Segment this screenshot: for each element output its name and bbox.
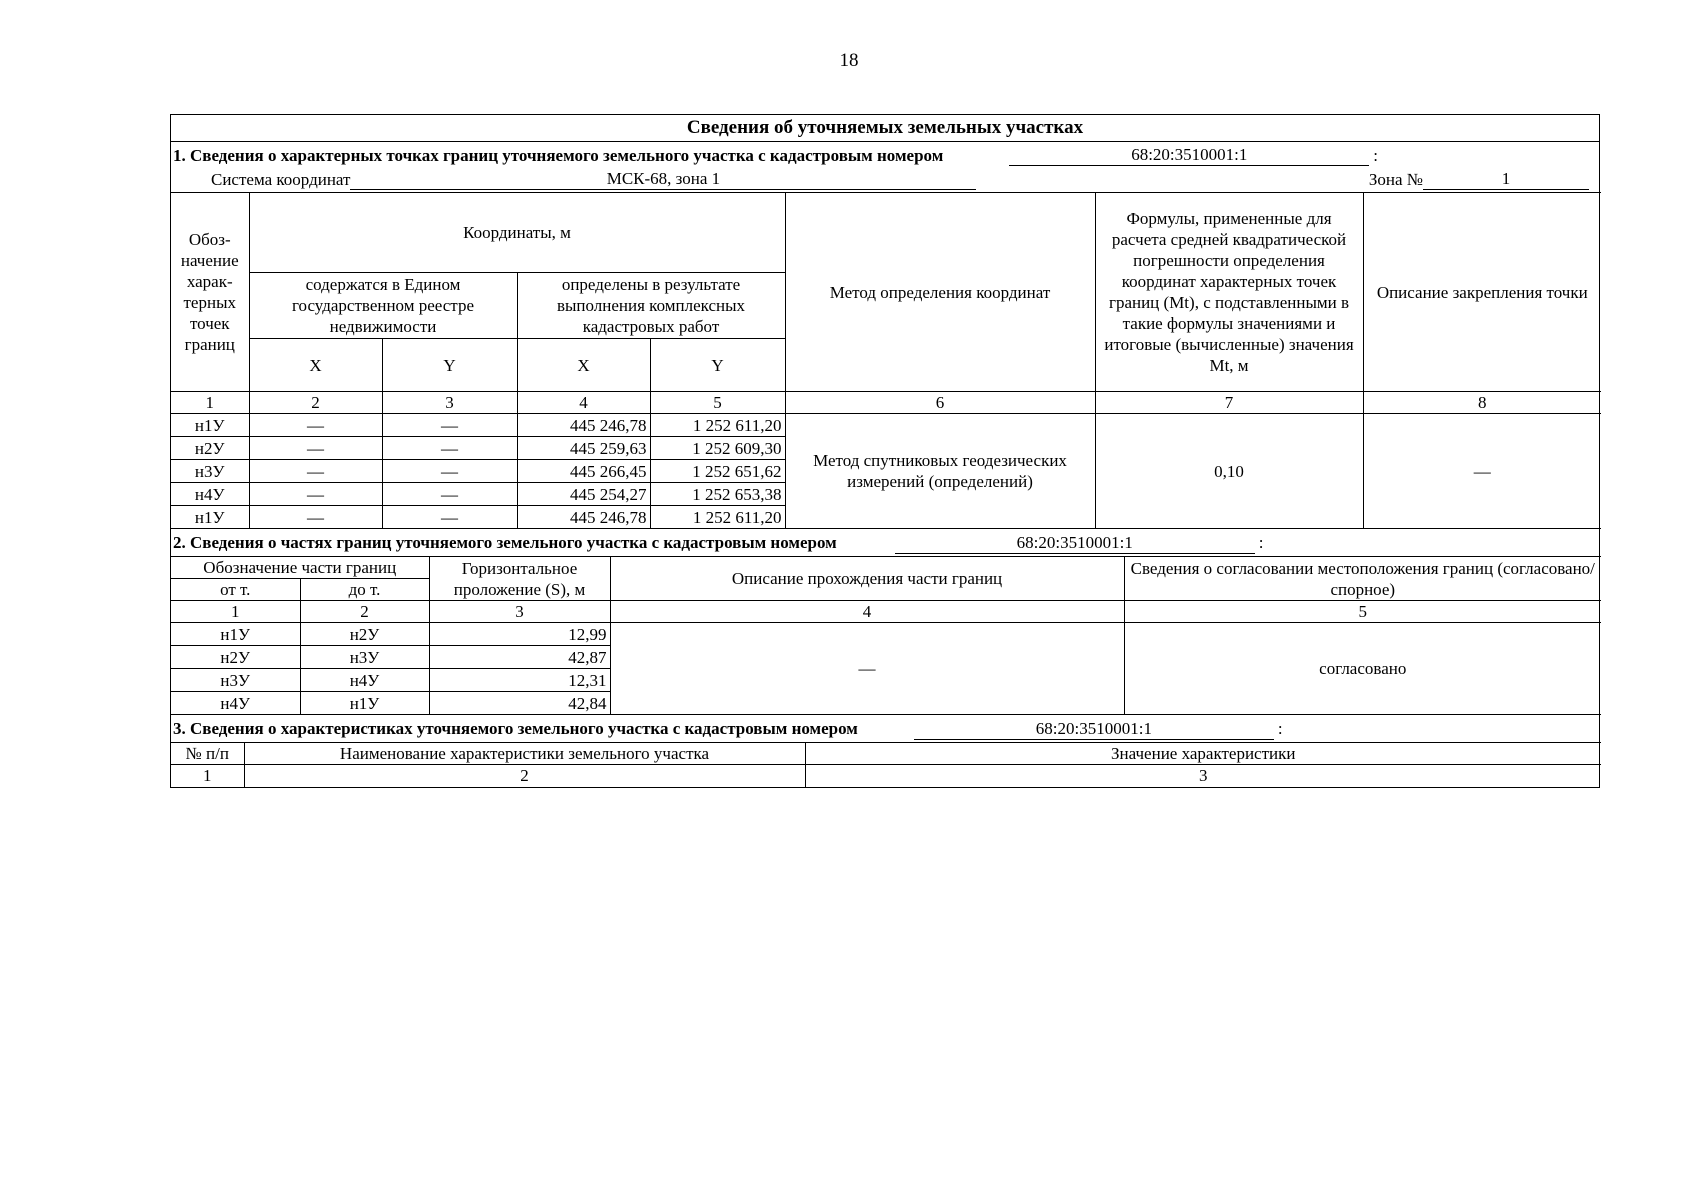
page-number: 18 [839,50,859,71]
coord-system-value: МСК-68, зона 1 [350,168,976,190]
section1-colon: : [1373,146,1379,165]
header-y2: Y [650,339,785,392]
col-number: 2 [244,765,805,787]
col-number: 1 [171,392,249,414]
col-number: 2 [300,601,429,623]
section2-heading: 2. Сведения о частях границ уточняемого земельного участка с кадастровым номером [173,532,837,552]
header-designation: Обоз-начение харак-терных точек границ [171,193,249,392]
header-agreement: Сведения о согласовании местоположения границ (согласовано/спорное) [1124,557,1601,601]
egrn-y: — [382,506,517,529]
section3-colon: : [1277,718,1283,738]
col-number: 6 [785,392,1095,414]
header-from: от т. [171,579,300,601]
characteristics-table [171,742,1601,787]
egrn-x: — [249,460,382,483]
part-to: н1У [300,692,429,715]
part-to: н3У [300,646,429,669]
egrn-x: — [249,437,382,460]
method-value: Метод спутниковых геодезических измерений (определений) [785,414,1095,529]
header-description: Описание прохождения части границ [610,557,1124,601]
complex-y: 1 252 611,20 [650,414,785,437]
part-to: н4У [300,669,429,692]
coord-system-label: Система координат [211,170,351,189]
zone-label: Зона № [1368,170,1423,189]
header-formulas: Формулы, примененные для расчета средней квадратической погрешности определения координат характерных точек границ (Mt), с подставленными в такие формулы значениями и итоговые (вычисленные) значения Mt, м [1095,193,1363,392]
part-length: 42,87 [429,646,610,669]
complex-x: 445 259,63 [517,437,650,460]
section1-header [171,142,1599,192]
col-number: 4 [517,392,650,414]
agreement-value: согласовано [1124,623,1601,715]
header-num: № п/п [171,743,244,765]
section1-cadastral-number: 68:20:3510001:1 [1009,144,1369,166]
col-number: 1 [171,601,300,623]
points-table [171,192,1601,529]
col-number: 3 [429,601,610,623]
header-complex: определены в результате выполнения комплексных кадастровых работ [517,273,785,339]
part-length: 42,84 [429,692,610,715]
table-row [171,623,1601,646]
col-number: 3 [805,765,1601,787]
header-fixing: Описание закрепления точки [1363,193,1601,392]
description-value: — [610,623,1124,715]
egrn-x: — [249,506,382,529]
point-designation: н1У [171,414,249,437]
egrn-y: — [382,460,517,483]
header-method: Метод определения координат [785,193,1095,392]
complex-x: 445 254,27 [517,483,650,506]
fixing-value: — [1363,414,1601,529]
header-coordinates: Координаты, м [249,193,785,273]
col-number: 8 [1363,392,1601,414]
section2-cadastral-number: 68:20:3510001:1 [895,532,1255,554]
table-row [171,414,1601,437]
header-horizontal: Горизонтальное проложение (S), м [429,557,610,601]
point-designation: н1У [171,506,249,529]
complex-y: 1 252 653,38 [650,483,785,506]
part-from: н1У [171,623,300,646]
egrn-y: — [382,414,517,437]
point-designation: н4У [171,483,249,506]
complex-y: 1 252 609,30 [650,437,785,460]
col-number: 1 [171,765,244,787]
part-from: н2У [171,646,300,669]
header-egrn: содержатся в Едином государственном реестре недвижимости [249,273,517,339]
col-number: 5 [650,392,785,414]
section2-header [171,529,1599,556]
part-length: 12,31 [429,669,610,692]
part-from: н3У [171,669,300,692]
egrn-y: — [382,483,517,506]
header-to: до т. [300,579,429,601]
section3-cadastral-number: 68:20:3510001:1 [914,718,1274,740]
point-designation: н2У [171,437,249,460]
cadastral-form [170,114,1600,788]
col-number: 5 [1124,601,1601,623]
section1-heading: 1. Сведения о характерных точках границ уточняемого земельного участка с кадастровым номером [173,146,944,165]
header-x2: X [517,339,650,392]
header-y1: Y [382,339,517,392]
egrn-y: — [382,437,517,460]
complex-x: 445 266,45 [517,460,650,483]
col-number: 7 [1095,392,1363,414]
complex-y: 1 252 651,62 [650,460,785,483]
header-x1: X [249,339,382,392]
col-number: 3 [382,392,517,414]
complex-x: 445 246,78 [517,506,650,529]
section3-header [171,715,1599,742]
header-name: Наименование характеристики земельного участка [244,743,805,765]
part-to: н2У [300,623,429,646]
header-part-designation: Обозначение части границ [171,557,429,579]
parts-table [171,556,1601,715]
mt-value: 0,10 [1095,414,1363,529]
section3-heading: 3. Сведения о характеристиках уточняемого земельного участка с кадастровым номером [173,718,858,738]
form-title: Сведения об уточняемых земельных участках [171,115,1599,142]
egrn-x: — [249,483,382,506]
header-value: Значение характеристики [805,743,1601,765]
complex-x: 445 246,78 [517,414,650,437]
egrn-x: — [249,414,382,437]
col-number: 4 [610,601,1124,623]
section2-colon: : [1258,532,1264,552]
part-length: 12,99 [429,623,610,646]
point-designation: н3У [171,460,249,483]
col-number: 2 [249,392,382,414]
part-from: н4У [171,692,300,715]
zone-value: 1 [1423,168,1589,190]
complex-y: 1 252 611,20 [650,506,785,529]
